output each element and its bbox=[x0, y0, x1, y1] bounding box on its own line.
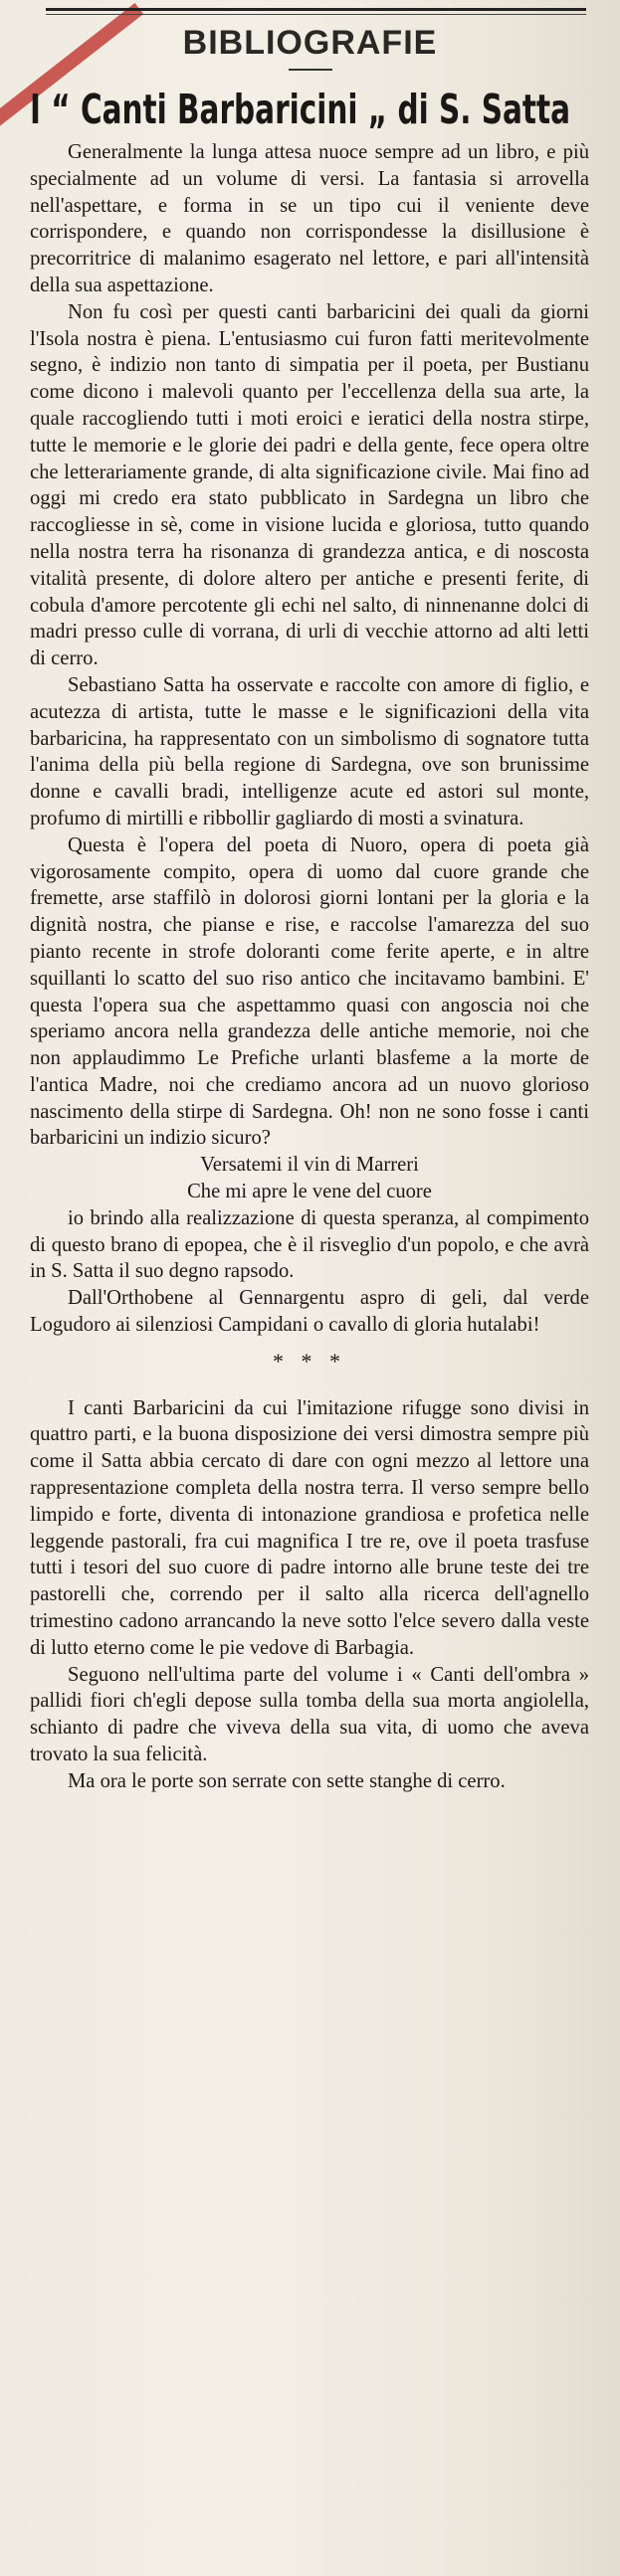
article-title: I “ Canti Barbaricini „ di S. Satta bbox=[30, 86, 571, 133]
paragraph: Dall'Orthobene al Gennargentu aspro di geli, dal verde Logudoro ai silenziosi Campidani o cavallo di gloria hutalabi! bbox=[30, 1287, 589, 1337]
paragraph: Seguono nell'ultima parte del volume i « Canti dell'ombra » pallidi fiori ch'egli depose sulla tomba della sua morta angiolella, schianto di padre che viveva della sua vita, di uomo che aveva trovato la sua felicità. bbox=[30, 1663, 589, 1766]
paragraph: io brindo alla realizzazione di questa speranza, al compimento di questo brano di epopea, che è il risveglio d'un popolo, e che avrà in S. Satta il suo degno rapsodo. bbox=[30, 1206, 589, 1283]
section-header bbox=[0, 24, 620, 71]
section-divider bbox=[289, 69, 332, 71]
paragraph: Sebastiano Satta ha osservate e raccolte con amore di figlio, e acutezza di artista, tutte le masse e le significazioni della vita barbaricina, ha rappresentato con un simbolismo di sognatore tutta l'anima della più bella regione di Sardegna, ove son brunissime donne e cavalli bradi, intelligenze acute ed astori sul monte, profumo di mirtilli e ribbollir gagliardo di mosti a svinatura. bbox=[30, 673, 589, 829]
paragraph: I canti Barbaricini da cui l'imitazione rifugge sono divisi in quattro parti, e la buona disposizione dei versi dimostra sempre più come il Satta abbia cercato di dare con ogni mezzo al lettore una rappresentazione completa della nostra terra. Il verso sempre bello limpido e forte, diventa di intonazione grandiosa e profetica nelle leggende pastorali, fra cui magnifica I tre re, ove il poeta trasfuse tutti i tesori del suo cuore di padre intorno alle brune teste dei tre pastorelli che, correndo per il salto alla ricerca dell'agnello trimestino cadono arrancando la neve sotto l'elce severo dalla veste di lutto eterno come le pie vedove di Barbagia. bbox=[30, 1396, 589, 1659]
paragraph: Questa è l'opera del poeta di Nuoro, opera di poeta già vigorosamente compito, opera di uomo dal cuore grande che fremette, arse staffilò in dolorosi giorni lontani per la gloria e la dignità nostra, che pianse e rise, e raccolse l'amarezza del suo pianto recente in strofe doloranti come ferite aperte, e in altre squillanti lo scatto del suo riso antico che incitavamo bambini. E' questa l'opera sua che aspettammo quasi con angoscia noi che speriamo ancora nella grandezza delle antiche memorie, noi che non applaudimmo Le Prefiche urlanti blasfeme a la morte de l'antica Madre, noi che crediamo ancora ad un nuovo glorioso nascimento della stirpe di Sardegna. Oh! non ne sono fosse i canti barbaricini un indizio sicuro? bbox=[30, 833, 589, 1150]
paragraph: Non fu così per questi canti barbaricini dei quali da giorni l'Isola nostra è piena. L'entusiasmo cui furon fatti meritevolmente segno, è indizio non tanto di simpatia per il poeta, per Bustianu come dicono i malevoli quanto per l'eccellenza della sua arte, la quale raccogliendo tutti i moti eroici e ieratici della nostra stirpe, tutte le memorie e le glorie dei padri e della gente, fece opera oltre che letterariamente grande, di alta significazione civile. Mai fino ad oggi mi credo era stato pubblicato in Sardegna un libro che raccogliesse in sè, come in visione lucida e gloriosa, tutto quando nella nostra terra ha risonanza di grandezza antica, e di noscosta vitalità presente, di dolore altero per antiche e presenti ferite, di cobula d'amore percotente gli echi nel salto, di ninnenanne dolci di madri presso culle di vorrana, di urli di vecchie attorno ad alti letti di cerro. bbox=[30, 300, 589, 670]
top-rule-thin bbox=[46, 14, 586, 15]
section-title: BIBLIOGRAFIE bbox=[182, 24, 438, 62]
verse-line: Versatemi il vin di Marreri bbox=[200, 1154, 419, 1177]
section-separator: * * * bbox=[273, 1348, 346, 1374]
paragraph: Ma ora le porte son serrate con sette stanghe di cerro. bbox=[68, 1769, 506, 1792]
top-rule bbox=[46, 8, 586, 11]
paragraph: Generalmente la lunga attesa nuoce sempre ad un libro, e più specialmente ad un volume di versi. La fantasia si arrovella nell'aspettare, e forma in se un tipo cui il veniente deve corrispondere, e quando non corrispondesse la disillusione è precorritrice di malanimo esagerato nel lettore, e pari all'intensità della sua aspettazione. bbox=[30, 141, 589, 296]
article-body bbox=[30, 139, 589, 1795]
verse-line: Che mi apre le vene del cuore bbox=[187, 1181, 432, 1203]
